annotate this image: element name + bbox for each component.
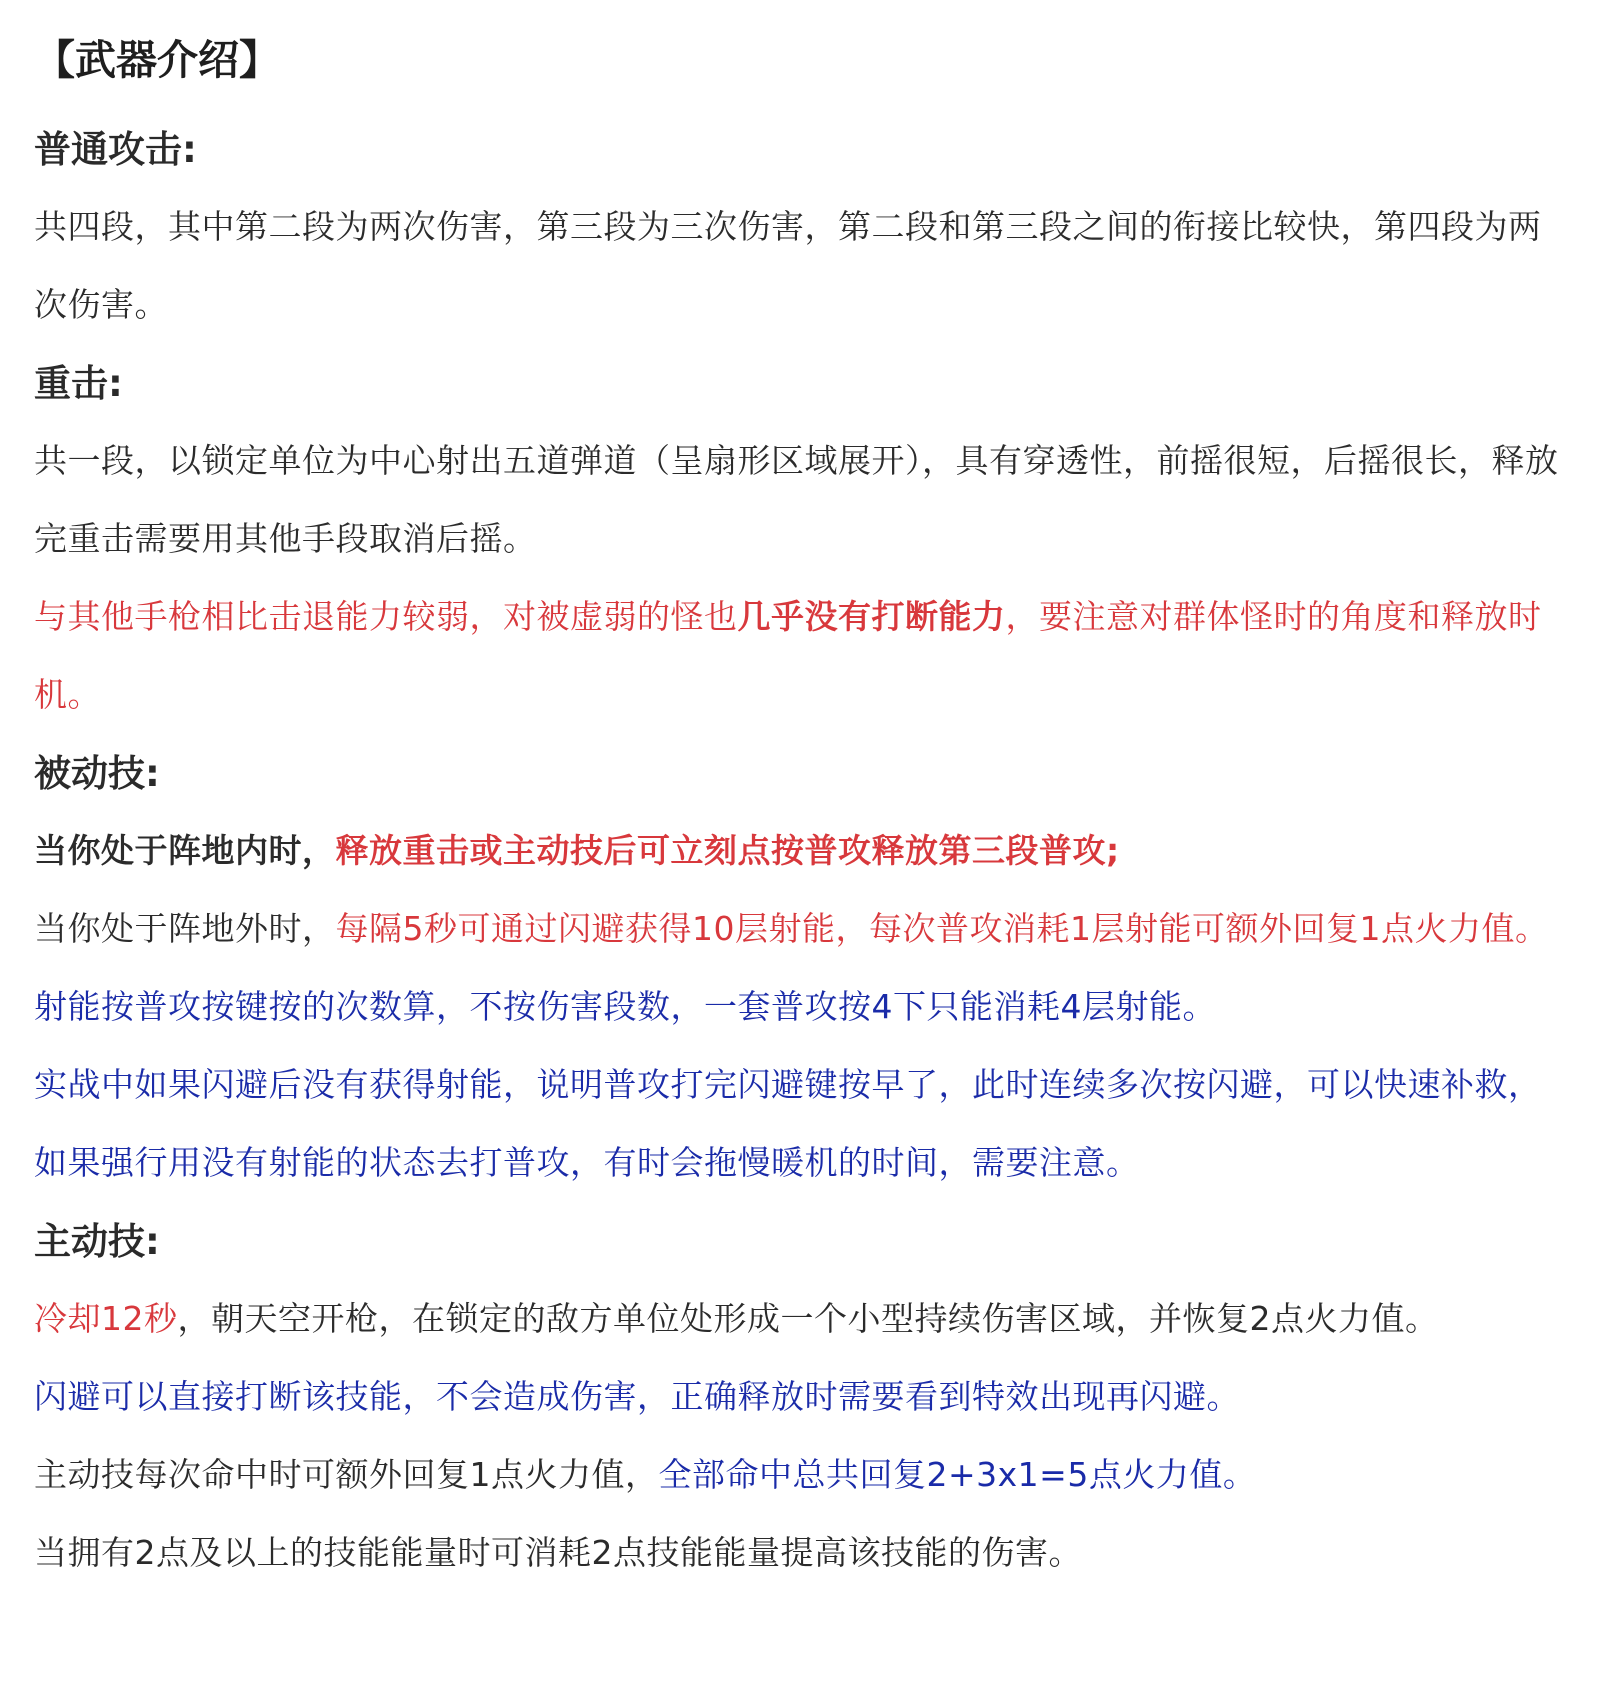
passive-outside-effect: 每隔5秒可通过闪避获得10层射能，每次普攻消耗1层射能可额外回复1点火力值。 xyxy=(335,909,1549,948)
active-recovery-total: 全部命中总共回复2+3x1=5点火力值。 xyxy=(658,1455,1257,1494)
active-recovery-base: 主动技每次命中时可额外回复1点火力值， xyxy=(34,1455,659,1494)
heavy-attack-description: 共一段，以锁定单位为中心射出五道弹道（呈扇形区域展开），具有穿透性，前摇很短，后摇很长，释放完重击需要用其他手段取消后摇。 xyxy=(34,441,1559,558)
active-dodge-note: 闪避可以直接打断该技能，不会造成伤害，正确释放时需要看到特效出现再闪避。 xyxy=(34,1377,1240,1416)
active-effect: ，朝天空开枪，在锁定的敌方单位处形成一个小型持续伤害区域，并恢复2点火力值。 xyxy=(177,1299,1439,1338)
passive-inside-condition: 当你处于阵地内时， xyxy=(34,831,336,870)
active-energy-note: 当拥有2点及以上的技能能量时可消耗2点技能能量提高该技能的伤害。 xyxy=(34,1533,1082,1572)
heavy-attack-warning xyxy=(34,578,1566,734)
passive-inside-effect: 释放重击或主动技后可立刻点按普攻释放第三段普攻; xyxy=(335,831,1120,870)
passive-energy-note: 射能按普攻按键按的次数算，不按伤害段数，一套普攻按4下只能消耗4层射能。 xyxy=(34,987,1216,1026)
passive-outside-condition: 当你处于阵地外时， xyxy=(34,909,336,948)
section-heading-normal-attack: 普通攻击: xyxy=(34,128,197,171)
passive-inside-line xyxy=(34,812,1566,890)
normal-attack-description: 共四段，其中第二段为两次伤害，第三段为三次伤害，第二段和第三段之间的衔接比较快，第四段为两次伤害。 xyxy=(34,207,1542,324)
heavy-warning-part2: ，要注意对群体怪时的角度和释放时机。 xyxy=(34,597,1542,714)
section-heading-active-skill: 主动技: xyxy=(34,1220,160,1263)
heavy-warning-part1: 与其他手枪相比击退能力较弱，对被虚弱的怪也 xyxy=(34,597,738,636)
active-cooldown: 冷却12秒 xyxy=(34,1299,178,1338)
heavy-warning-emphasis: 几乎没有打断能力 xyxy=(737,597,1006,636)
passive-outside-line xyxy=(34,890,1566,968)
section-heading-passive-skill: 被动技: xyxy=(34,752,160,795)
page-title: 【武器介绍】 xyxy=(34,36,280,84)
section-heading-heavy-attack: 重击: xyxy=(34,362,123,405)
active-skill-description xyxy=(34,1280,1566,1358)
active-recovery-line xyxy=(34,1436,1566,1514)
passive-practice-note: 实战中如果闪避后没有获得射能，说明普攻打完闪避键按早了，此时连续多次按闪避，可以快速补救，如果强行用没有射能的状态去打普攻，有时会拖慢暖机的时间，需要注意。 xyxy=(34,1065,1542,1182)
